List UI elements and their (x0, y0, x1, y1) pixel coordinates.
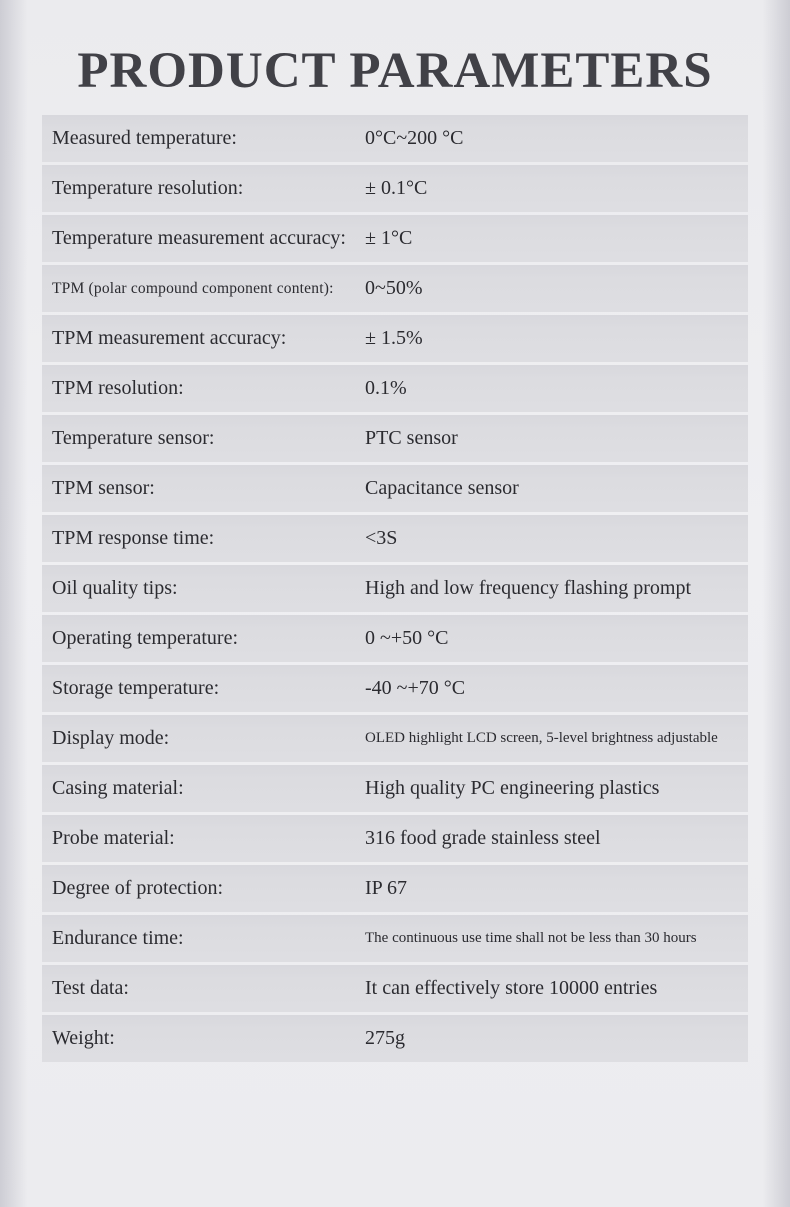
table-row-endurance-time (42, 915, 748, 962)
spec-value: ± 1°C (365, 227, 413, 249)
table-row-tpm-accuracy (42, 315, 748, 362)
table-row-temperature-sensor (42, 415, 748, 462)
spec-label: Probe material: (52, 827, 175, 849)
spec-label: Storage temperature: (52, 677, 220, 699)
table-row-temperature-accuracy (42, 215, 748, 262)
table-row-casing-material (42, 765, 748, 812)
spec-value: 316 food grade stainless steel (365, 827, 601, 849)
spec-value: 275g (365, 1027, 405, 1049)
spec-label: TPM measurement accuracy: (52, 327, 287, 349)
table-row-display-mode (42, 715, 748, 762)
spec-value: PTC sensor (365, 427, 458, 449)
spec-label: Temperature sensor: (52, 427, 215, 449)
spec-label: Endurance time: (52, 927, 184, 949)
table-row-tpm-resolution (42, 365, 748, 412)
table-row-tpm-response-time (42, 515, 748, 562)
spec-value: IP 67 (365, 877, 408, 899)
table-row-measured-temperature (42, 115, 748, 162)
table-row-operating-temperature (42, 615, 748, 662)
table-row-test-data (42, 965, 748, 1012)
table-row-storage-temperature (42, 665, 748, 712)
spec-label: Temperature resolution: (52, 177, 244, 199)
spec-value: High quality PC engineering plastics (365, 777, 660, 799)
spec-label: TPM resolution: (52, 377, 184, 399)
spec-label: Oil quality tips: (52, 577, 178, 599)
spec-value: ± 0.1°C (365, 177, 428, 199)
table-row-probe-material (42, 815, 748, 862)
spec-value: Capacitance sensor (365, 477, 519, 499)
spec-label: Display mode: (52, 727, 170, 749)
spec-value: 0.1% (365, 377, 407, 399)
table-row-temperature-resolution (42, 165, 748, 212)
spec-label: Measured temperature: (52, 127, 237, 149)
spec-table (42, 115, 748, 1065)
spec-label: TPM (polar compound component content): (52, 279, 334, 297)
spec-label: Operating temperature: (52, 627, 239, 649)
spec-value: 0°C~200 °C (365, 127, 464, 149)
spec-label: Temperature measurement accuracy: (52, 227, 346, 249)
spec-label: Casing material: (52, 777, 184, 799)
spec-label: TPM response time: (52, 527, 215, 549)
spec-value: <3S (365, 527, 398, 549)
spec-label: TPM sensor: (52, 477, 155, 499)
spec-value: OLED highlight LCD screen, 5-level brightness adjustable (365, 730, 718, 746)
spec-value: -40 ~+70 °C (365, 677, 466, 699)
spec-value: ± 1.5% (365, 327, 423, 349)
spec-label: Degree of protection: (52, 877, 224, 899)
spec-value: It can effectively store 10000 entries (365, 977, 658, 999)
table-row-tpm-content (42, 265, 748, 312)
spec-value: 0~50% (365, 277, 423, 299)
spec-label: Weight: (52, 1027, 115, 1049)
spec-label: Test data: (52, 977, 129, 999)
table-row-weight (42, 1015, 748, 1062)
spec-value: High and low frequency flashing prompt (365, 577, 692, 599)
table-row-tpm-sensor (42, 465, 748, 512)
table-row-oil-quality-tips (42, 565, 748, 612)
spec-value: 0 ~+50 °C (365, 627, 449, 649)
spec-value: The continuous use time shall not be less than 30 hours (365, 930, 697, 946)
table-row-degree-of-protection (42, 865, 748, 912)
page-title: PRODUCT PARAMETERS (77, 43, 713, 100)
